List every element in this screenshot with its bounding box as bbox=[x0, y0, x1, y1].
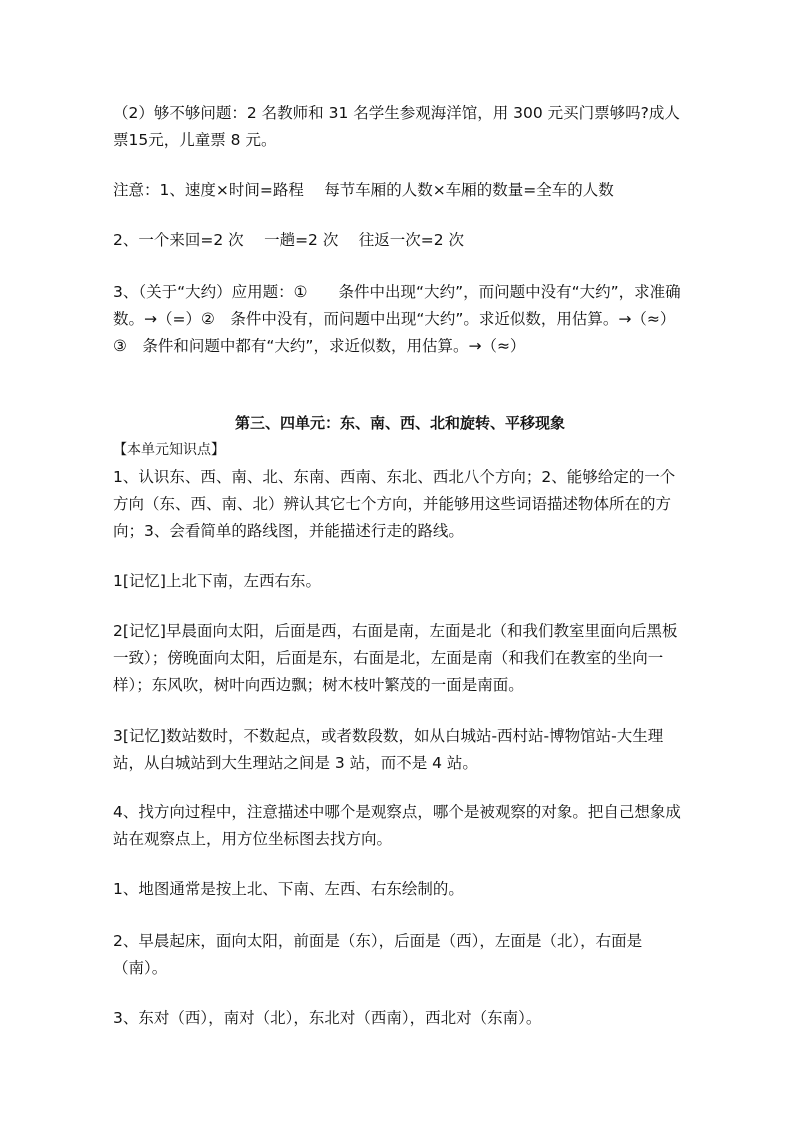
paragraph-memory-1: 1[记忆]上北下南，左西右东。 bbox=[113, 572, 321, 590]
section-tag: 【本单元知识点】 bbox=[113, 442, 225, 458]
paragraph-memory-3: 3[记忆]数站数时，不数起点，或者数段数，如从白城站-西村站-博物馆站-大生理站，从白城站到大生理站之间是 3 站，而不是 4 站。 bbox=[113, 727, 664, 772]
paragraph-ticket-question: （2）够不够问题：2 名教师和 31 名学生参观海洋馆，用 300 元买门票够吗?成人票15元，儿童票 8 元。 bbox=[113, 104, 680, 149]
paragraph-approximation: 3、（关于“大约）应用题：① 条件中出现“大约”，而问题中没有“大约”，求准确数。→（=）② 条件中没有，而问题中出现“大约”。求近似数，用估算。→（≈）③ 条件和问题中都有“大约”，求近似数，用估算。→（≈） bbox=[113, 283, 681, 355]
paragraph-round-trip: 2、一个来回=2 次 一趟=2 次 往返一次=2 次 bbox=[113, 231, 465, 249]
paragraph-map-rule: 1、地图通常是按上北、下南、左西、右东绘制的。 bbox=[113, 880, 464, 898]
paragraph-knowledge-points: 1、认识东、西、南、北、东南、西南、东北、西北八个方向；2、能够给定的一个方向（东、西、南、北）辨认其它七个方向，并能够用这些词语描述物体所在的方向；3、会看简单的路线图，并能描述行走的路线。 bbox=[113, 468, 676, 540]
paragraph-direction-tip: 4、找方向过程中，注意描述中哪个是观察点，哪个是被观察的对象。把自己想象成站在观察点上，用方位坐标图去找方向。 bbox=[113, 803, 681, 848]
section-title: 第三、四单元：东、南、西、北和旋转、平移现象 bbox=[234, 414, 565, 432]
paragraph-memory-2: 2[记忆]早晨面向太阳，后面是西，右面是南，左面是北（和我们教室里面向后黑板一致）；傍晚面向太阳，后面是东，右面是北，左面是南（和我们在教室的坐向一样）；东风吹，树叶向西边飘；树木枝叶繁茂的一面是南面。 bbox=[113, 622, 678, 694]
paragraph-morning-sun: 2、早晨起床，面向太阳，前面是（东），后面是（西），左面是（北），右面是（南）。 bbox=[113, 932, 643, 977]
paragraph-opposite-directions: 3、东对（西），南对（北），东北对（西南），西北对（东南）。 bbox=[113, 1009, 542, 1027]
paragraph-note-formulas: 注意：1、速度×时间=路程 每节车厢的人数×车厢的数量=全车的人数 bbox=[113, 181, 614, 199]
